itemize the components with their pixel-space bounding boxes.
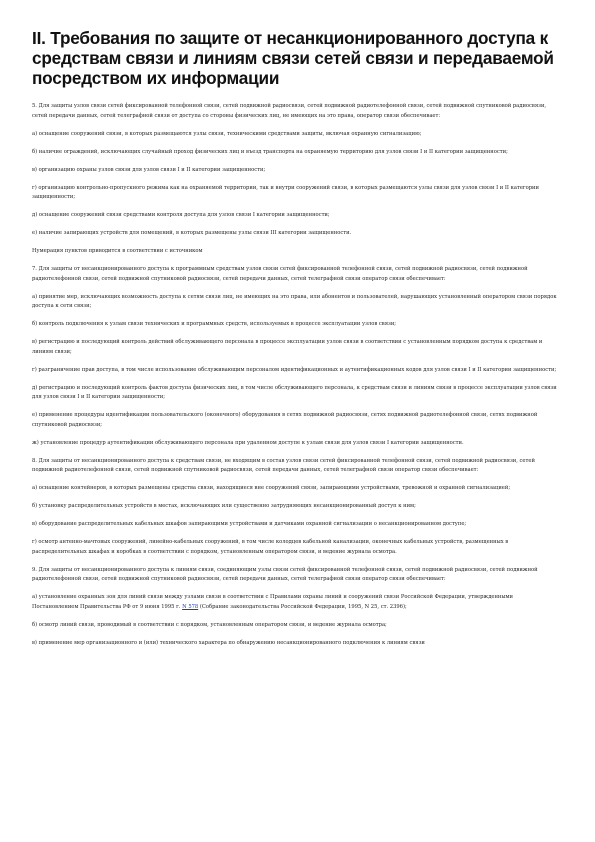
paragraph-7v: в) регистрацию и последующий контроль действий обслуживающего персонала в процессе эксплуатации узлов связи в соответствии с установленным порядком доступа к средствам и линиям связи;	[32, 339, 543, 355]
paragraph-5: 5. Для защиты узлов связи сетей фиксированной телефонной связи, сетей подвижной радиосвязи, сетей подвижной радиотелефонной связи, сетей подвижной спутниковой радиосвязи, сетей передачи данных, сетей телеграфной связи от доступа со стороны физических лиц, не имеющих на это права, оператор связи обеспечивает:	[32, 103, 547, 119]
numbering-note: Нумерация пунктов приводится в соответствии с источником	[32, 248, 203, 254]
decree-link[interactable]: N 578	[182, 603, 199, 610]
paragraph-8v: в) оборудование распределительных кабельных шкафов запирающими устройствами и датчиками охранной сигнализации о несанкционированном доступе;	[32, 521, 467, 527]
paragraph-7zh: ж) установление процедур аутентификации обслуживающего персонала при удаленном доступе к узлам связи для узлов связи I категории защищенности.	[32, 439, 464, 446]
section-title: II. Требования по защите от несанкционированного доступа к средствам связи и линиям связи сетей связи и передаваемой посредством их информации	[32, 28, 554, 88]
paragraph-7e: е) применение процедуры идентификации пользовательского (оконечного) оборудования в сетях подвижной радиосвязи, сетях подвижной радиотелефонной связи, сетях подвижной спутниковой радиосвязи;	[32, 412, 538, 428]
paragraph-7a: а) принятие мер, исключающих возможность доступа к сетям связи лиц, не имеющих на это права, или абонентов и пользователей, нарушающих установленный оператором связи порядок доступа к сети связи;	[32, 293, 557, 309]
paragraph-5a: а) оснащение сооружений связи, в которых размещаются узлы связи, техническими средствами защиты, включая охранную сигнализацию;	[32, 130, 422, 137]
paragraph-5d: д) оснащение сооружений связи средствами контроля доступа для узлов связи I категории защищенности;	[32, 212, 330, 218]
paragraph-8g: г) осмотр антенно-мачтовых сооружений, линейно-кабельных сооружений, в том числе колодцев кабельной канализации, оконечных кабельных устройств, размещенных в распределительных шкафах и коробках в соответствии с порядком, установленным оператором связи, и ведение журнала осмотра.	[32, 539, 509, 555]
paragraph-9b: б) осмотр линий связи, проводимый в соответствии с порядком, установленным оператором связи, и ведение журнала осмотра;	[32, 621, 387, 628]
paragraph-7: 7. Для защиты от несанкционированного доступа к программным средствам узлов связи сетей фиксированной телефонной связи, сетей подвижной радиосвязи, сетей подвижной радиотелефонной связи, сетей подвижной спутниковой радиосвязи, сетей передачи данных, сетей телеграфной связи оператор связи обеспечивает:	[32, 266, 528, 282]
paragraph-9: 9. Для защиты от несанкционированного доступа к линиям связи, соединяющим узлы связи сетей фиксированной телефонной связи, сетей подвижной радиосвязи, сетей подвижной радиотелефонной связи, сетей подвижной спутниковой радиосвязи, сетей передачи данных, сетей телеграфной связи оператор связи обеспечивает:	[32, 566, 538, 582]
paragraph-7d: д) регистрацию и последующий контроль фактов доступа физических лиц, в том числе обслуживающего персонала, к средствам связи и линиям связи в процессе эксплуатации узлов связи для узлов связи I и II категории защищенности;	[32, 384, 557, 400]
paragraph-5e: е) наличие запирающих устройств для помещений, в которых размещены узлы связи III категории защищенности.	[32, 230, 352, 236]
paragraph-9a-text-after: (Собрание законодательства Российской Федерации, 1995, N 25, ст. 2396);	[198, 603, 407, 610]
paragraph-9v: в) применение мер организационного и (или) технического характера по обнаружению несанкционированного подключения к линиям связи	[32, 639, 425, 646]
paragraph-5b: б) наличие ограждений, исключающих случайный проход физических лиц и въезд транспорта на охраняемую территорию для узлов связи I и II категории защищенности;	[32, 148, 508, 155]
paragraph-9a-text-before: а) установление охранных зон для линий связи между узлами связи в соответствии с Правилами охраны линий и сооружений связи Российской Федерации, утвержденными Постановлением Правительства РФ от 9 июня 1995 г.	[32, 594, 513, 610]
paragraph-7g: г) разграничение прав доступа, в том числе использование обслуживающим персоналом идентификационных и аутентификационных кодов для узлов связи I и II категории защищенности;	[32, 366, 557, 373]
paragraph-9a	[32, 593, 561, 612]
paragraph-5v: в) организацию охраны узлов связи для узлов связи I и II категории защищенности;	[32, 166, 266, 173]
paragraph-8a: а) оснащение контейнеров, в которых размещены средства связи, находящиеся вне сооружений связи, запирающими устройствами, тревожной и охранной сигнализацией;	[32, 485, 511, 491]
paragraph-7b: б) контроль подключения к узлам связи технических и программных средств, используемых в процессе эксплуатации узлов связи;	[32, 321, 397, 327]
paragraph-8: 8. Для защиты от несанкционированного доступа к средствам связи, не входящим в состав узлов связи сетей фиксированной телефонной связи, сетей подвижной радиосвязи, сетей подвижной радиотелефонной связи, сетей подвижной спутниковой радиосвязи, сетей передачи данных, сетей телеграфной связи оператор связи обеспечивает:	[32, 457, 535, 473]
paragraph-8b: б) установку распределительных устройств в местах, исключающих или существенно затрудняющих несанкционированный доступ к ним;	[32, 503, 416, 509]
paragraph-5g: г) организацию контрольно-пропускного режима как на охраняемой территории, так и внутри сооружений связи, в которых размещаются узлы связи для узлов связи I и II категории защищенности;	[32, 184, 539, 200]
